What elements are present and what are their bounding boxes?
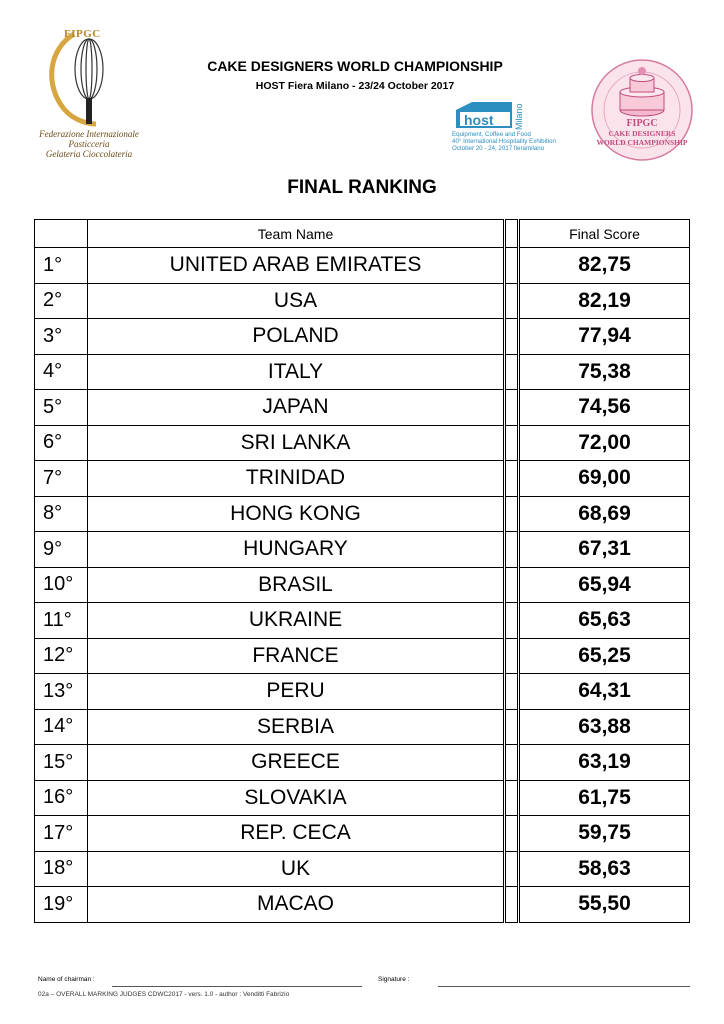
column-separator — [505, 567, 519, 603]
table-row — [35, 638, 690, 674]
table-row — [35, 354, 690, 390]
signature-line — [438, 986, 690, 987]
final-score: 59,75 — [519, 816, 690, 852]
host-line: October 20 - 24, 2017 fieramilano — [452, 145, 545, 152]
team-name: UK — [88, 851, 505, 887]
table-row — [35, 283, 690, 319]
table-row — [35, 248, 690, 284]
rank-position: 19° — [35, 887, 88, 923]
host-line: Equipment, Coffee and Food — [452, 131, 532, 138]
column-separator — [505, 603, 519, 639]
final-score: 64,31 — [519, 674, 690, 710]
rank-position: 5° — [35, 390, 88, 426]
final-score: 63,88 — [519, 709, 690, 745]
team-name-header: Team Name — [88, 220, 505, 248]
column-separator — [505, 816, 519, 852]
final-score-header: Final Score — [519, 220, 690, 248]
rank-position: 17° — [35, 816, 88, 852]
rank-position: 1° — [35, 248, 88, 284]
host-word: host — [464, 112, 494, 128]
team-name: ITALY — [88, 354, 505, 390]
column-separator — [505, 780, 519, 816]
column-separator — [505, 532, 519, 568]
table-row — [35, 319, 690, 355]
final-score: 69,00 — [519, 461, 690, 497]
position-header — [35, 220, 88, 248]
team-name: GREECE — [88, 745, 505, 781]
rank-position: 2° — [35, 283, 88, 319]
event-subtitle: HOST Fiera Milano - 23/24 October 2017 — [255, 80, 455, 92]
rank-position: 11° — [35, 603, 88, 639]
final-score: 63,19 — [519, 745, 690, 781]
table-row — [35, 603, 690, 639]
table-row — [35, 532, 690, 568]
team-name: SERBIA — [88, 709, 505, 745]
team-name: MACAO — [88, 887, 505, 923]
rank-position: 9° — [35, 532, 88, 568]
team-name: UKRAINE — [88, 603, 505, 639]
team-name: HONG KONG — [88, 496, 505, 532]
column-separator — [505, 354, 519, 390]
column-separator — [505, 709, 519, 745]
final-score: 65,63 — [519, 603, 690, 639]
final-score: 74,56 — [519, 390, 690, 426]
rank-position: 12° — [35, 638, 88, 674]
final-score: 65,25 — [519, 638, 690, 674]
ranking-table — [34, 219, 690, 923]
document-info: 02a – OVERALL MARKING JUDGES CDWC2017 - vers. 1.0 - author : Venditti Fabrizio — [38, 991, 290, 998]
rank-position: 10° — [35, 567, 88, 603]
team-name: SLOVAKIA — [88, 780, 505, 816]
table-row — [35, 461, 690, 497]
page-title: FINAL RANKING — [287, 177, 437, 198]
championship-badge — [590, 58, 694, 162]
table-row — [35, 496, 690, 532]
whisk-icon — [34, 24, 144, 134]
final-score: 82,75 — [519, 248, 690, 284]
final-score: 72,00 — [519, 425, 690, 461]
team-name: UNITED ARAB EMIRATES — [88, 248, 505, 284]
table-row — [35, 851, 690, 887]
rank-position: 3° — [35, 319, 88, 355]
final-score: 65,94 — [519, 567, 690, 603]
team-name: REP. CECA — [88, 816, 505, 852]
rank-position: 4° — [35, 354, 88, 390]
signature-label: Signature : — [378, 976, 410, 983]
chairman-line — [112, 986, 362, 987]
table-row — [35, 709, 690, 745]
column-separator — [505, 319, 519, 355]
rank-position: 13° — [35, 674, 88, 710]
ranking-rows — [35, 248, 690, 923]
team-name: USA — [88, 283, 505, 319]
column-separator — [505, 887, 519, 923]
column-separator — [505, 390, 519, 426]
rank-position: 18° — [35, 851, 88, 887]
table-row — [35, 674, 690, 710]
column-separator — [505, 745, 519, 781]
table-row — [35, 887, 690, 923]
championship-title: CAKE DESIGNERS WORLD CHAMPIONSHIP — [207, 58, 503, 74]
team-name: TRINIDAD — [88, 461, 505, 497]
badge-line: CAKE DESIGNERS — [608, 129, 676, 138]
table-row — [35, 567, 690, 603]
rank-position: 6° — [35, 425, 88, 461]
logo-line: Pasticceria — [68, 139, 110, 149]
host-milano-logo — [452, 100, 577, 152]
rank-position: 7° — [35, 461, 88, 497]
chairman-label: Name of chairman : — [38, 976, 95, 983]
rank-position: 15° — [35, 745, 88, 781]
final-score: 55,50 — [519, 887, 690, 923]
team-name: PERU — [88, 674, 505, 710]
final-score: 67,31 — [519, 532, 690, 568]
table-row — [35, 425, 690, 461]
team-name: POLAND — [88, 319, 505, 355]
logo-line: Gelateria Cioccolateria — [45, 149, 133, 159]
column-separator — [505, 496, 519, 532]
table-header-row — [35, 220, 690, 248]
table-row — [35, 816, 690, 852]
table-row — [35, 390, 690, 426]
column-separator — [505, 674, 519, 710]
column-separator — [505, 248, 519, 284]
final-score: 82,19 — [519, 283, 690, 319]
rank-position: 14° — [35, 709, 88, 745]
team-name: BRASIL — [88, 567, 505, 603]
column-separator — [505, 851, 519, 887]
fipgc-logo — [34, 24, 144, 164]
column-separator — [505, 461, 519, 497]
final-score: 68,69 — [519, 496, 690, 532]
team-name: FRANCE — [88, 638, 505, 674]
team-name: HUNGARY — [88, 532, 505, 568]
final-score: 58,63 — [519, 851, 690, 887]
rank-position: 8° — [35, 496, 88, 532]
rank-position: 16° — [35, 780, 88, 816]
table-row — [35, 745, 690, 781]
column-separator — [505, 638, 519, 674]
host-wordmark — [454, 100, 514, 130]
logo-line: Federazione Internazionale — [39, 129, 139, 139]
column-separator — [505, 425, 519, 461]
host-city: Milano — [514, 103, 524, 130]
logo-brand: FIPGC — [64, 28, 101, 40]
final-score: 61,75 — [519, 780, 690, 816]
final-score: 77,94 — [519, 319, 690, 355]
team-name: SRI LANKA — [88, 425, 505, 461]
team-name: JAPAN — [88, 390, 505, 426]
column-separator — [505, 283, 519, 319]
badge-line: WORLD CHAMPIONSHIP — [596, 138, 688, 147]
badge-brand: FIPGC — [626, 118, 658, 129]
final-score: 75,38 — [519, 354, 690, 390]
column-separator — [505, 220, 519, 248]
table-row — [35, 780, 690, 816]
host-line: 40° International Hospitality Exhibition — [452, 138, 556, 145]
